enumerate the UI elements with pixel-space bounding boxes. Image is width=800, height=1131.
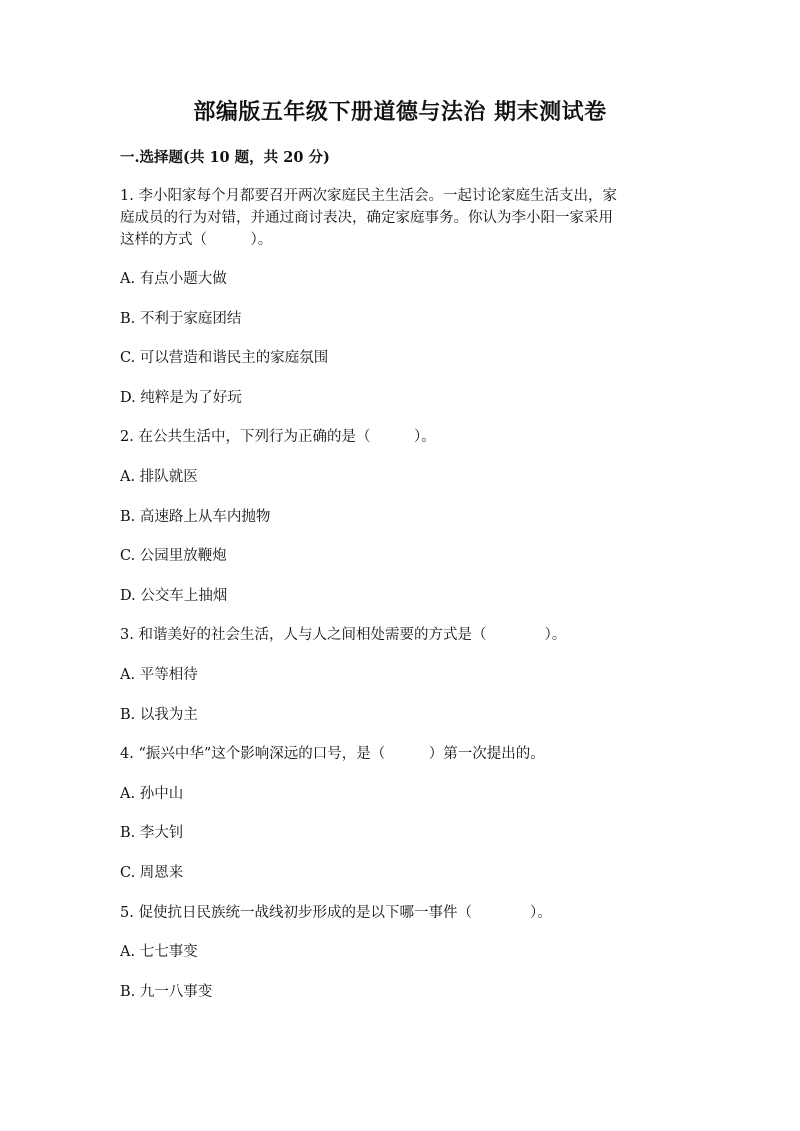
question-1-option-a: A. 有点小题大做 bbox=[120, 271, 227, 287]
question-2-option-c: C. 公园里放鞭炮 bbox=[120, 548, 227, 564]
question-3-option-a: A. 平等相待 bbox=[120, 667, 198, 683]
question-4-option-c: C. 周恩来 bbox=[120, 865, 184, 881]
question-4-option-b: B. 李大钊 bbox=[120, 825, 184, 841]
question-2-stem: 2. 在公共生活中，下列行为正确的是（ ）。 bbox=[120, 429, 436, 445]
question-2-option-d: D. 公交车上抽烟 bbox=[120, 588, 228, 604]
question-5-option-b: B. 九一八事变 bbox=[120, 984, 213, 1000]
question-1-option-b: B. 不利于家庭团结 bbox=[120, 311, 242, 327]
question-1-option-d: D. 纯粹是为了好玩 bbox=[120, 390, 242, 406]
question-5-stem: 5. 促使抗日民族统一战线初步形成的是以下哪一事件（ ）。 bbox=[120, 905, 552, 921]
question-2-option-a: A. 排队就医 bbox=[120, 469, 198, 485]
question-4-option-a: A. 孙中山 bbox=[120, 786, 184, 802]
question-2-option-b: B. 高速路上从车内抛物 bbox=[120, 509, 271, 525]
question-1-option-c: C. 可以营造和谐民主的家庭氛围 bbox=[120, 350, 329, 366]
question-5-option-a: A. 七七事变 bbox=[120, 944, 198, 960]
question-stem-line: 庭成员的行为对错，并通过商讨表决，确定家庭事务。你认为李小阳一家采用 bbox=[120, 210, 613, 226]
question-stem-line: 这样的方式（ ）。 bbox=[120, 232, 273, 248]
question-3-stem: 3. 和谐美好的社会生活，人与人之间相处需要的方式是（ ）。 bbox=[120, 627, 567, 643]
section-heading: 一.选择题(共 10 题，共 20 分) bbox=[120, 149, 330, 166]
question-1-stem bbox=[120, 185, 680, 251]
question-stem-line: 1. 李小阳家每个月都要召开两次家庭民主生活会。一起讨论家庭生活支出，家 bbox=[120, 188, 617, 204]
question-4-stem: 4. “振兴中华”这个影响深远的口号，是（ ）第一次提出的。 bbox=[120, 746, 545, 762]
question-3-option-b: B. 以我为主 bbox=[120, 707, 198, 723]
page-title: 部编版五年级下册道德与法治 期末测试卷 bbox=[193, 99, 607, 125]
